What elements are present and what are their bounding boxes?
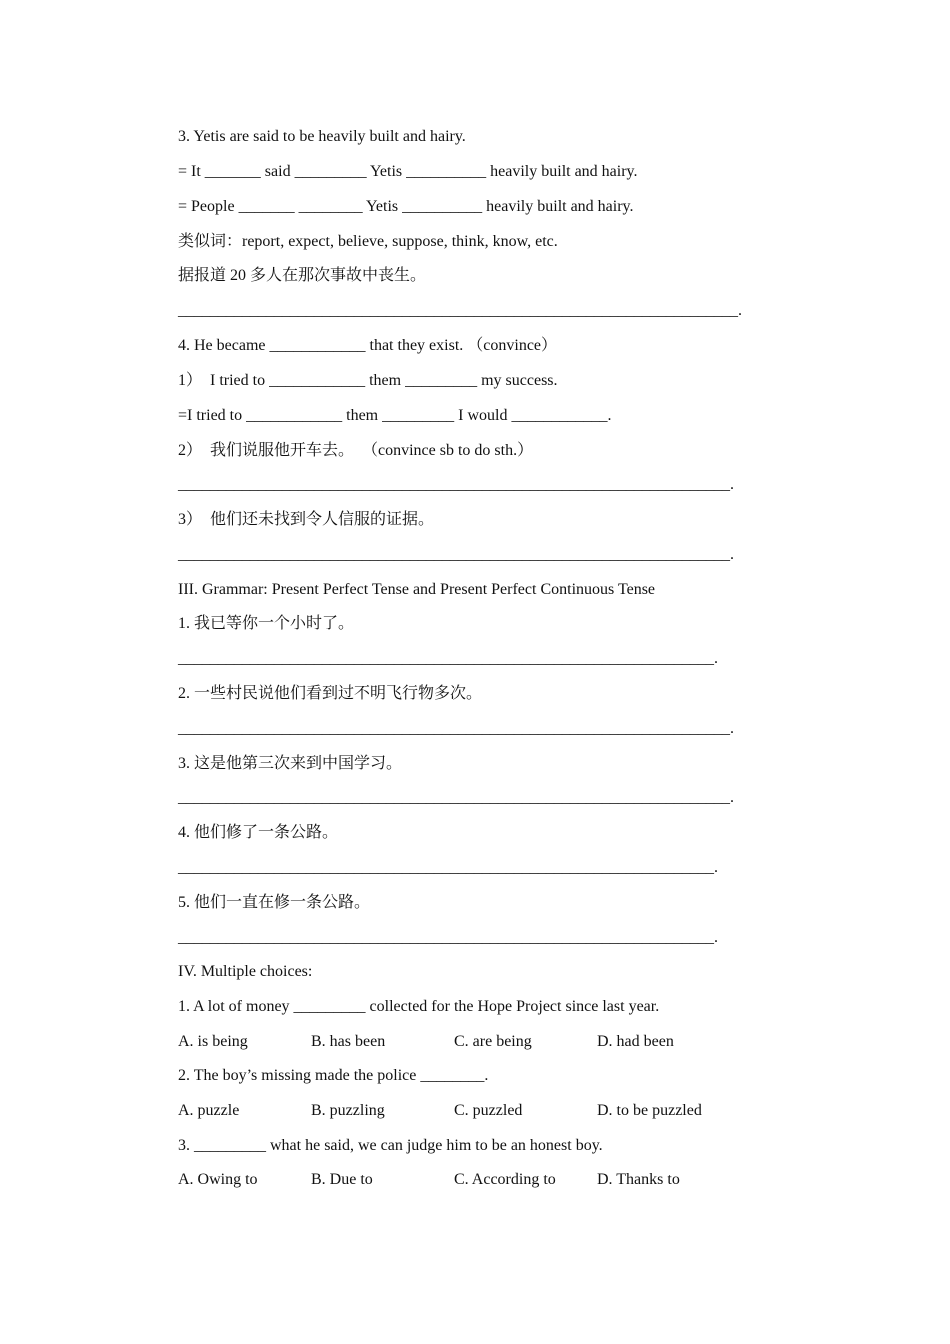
mc-q1-option-a: A. is being xyxy=(178,1033,248,1050)
similar-words-note: 类似词：report, expect, believe, suppose, think, know, etc. xyxy=(178,233,558,250)
answer-line: _____________________________________________________________________. xyxy=(178,789,734,806)
answer-line: _____________________________________________________________________. xyxy=(178,720,734,737)
answer-line: _____________________________________________________________________. xyxy=(178,476,734,493)
grammar-item-4: 4. 他们修了一条公路。 xyxy=(178,824,339,841)
mc-q1-option-c: C. are being xyxy=(454,1033,532,1050)
mc-q2-option-a: A. puzzle xyxy=(178,1102,240,1119)
mc-question-2: 2. The boy’s missing made the police ________. xyxy=(178,1067,489,1084)
section-iii-heading: III. Grammar: Present Perfect Tense and Present Perfect Continuous Tense xyxy=(178,581,656,598)
answer-line: _____________________________________________________________________. xyxy=(178,546,734,563)
grammar-item-5: 5. 他们一直在修一条公路。 xyxy=(178,894,371,911)
item-4-sub-3: 3） 他们还未找到令人信服的证据。 xyxy=(178,511,435,528)
grammar-item-2: 2. 一些村民说他们看到过不明飞行物多次。 xyxy=(178,685,483,702)
mc-q2-option-b: B. puzzling xyxy=(311,1102,385,1119)
item-4-sub-1-rewrite: =I tried to ____________ them _________ I would ____________. xyxy=(178,407,612,424)
item-3-sentence: 3. Yetis are said to be heavily built and hairy. xyxy=(178,128,466,145)
mc-question-3: 3. _________ what he said, we can judge him to be an honest boy. xyxy=(178,1137,603,1154)
answer-line: ___________________________________________________________________. xyxy=(178,929,718,946)
grammar-item-1: 1. 我已等你一个小时了。 xyxy=(178,615,355,632)
mc-q3-option-a: A. Owing to xyxy=(178,1171,258,1188)
answer-line: ___________________________________________________________________. xyxy=(178,859,718,876)
mc-q3-option-b: B. Due to xyxy=(311,1171,373,1188)
mc-q3-option-c: C. According to xyxy=(454,1171,556,1188)
section-iv-heading: IV. Multiple choices: xyxy=(178,963,313,980)
mc-q1-option-d: D. had been xyxy=(597,1033,674,1050)
answer-line: ______________________________________________________________________. xyxy=(178,302,742,319)
item-4-sentence: 4. He became ____________ that they exist. （convince） xyxy=(178,337,558,354)
mc-q2-option-c: C. puzzled xyxy=(454,1102,523,1119)
mc-question-1: 1. A lot of money _________ collected for the Hope Project since last year. xyxy=(178,998,660,1015)
item-3-rewrite-it: = It _______ said _________ Yetis __________ heavily built and hairy. xyxy=(178,163,638,180)
mc-q1-option-b: B. has been xyxy=(311,1033,386,1050)
item-3-rewrite-people: = People _______ ________ Yetis __________ heavily built and hairy. xyxy=(178,198,634,215)
mc-q2-option-d: D. to be puzzled xyxy=(597,1102,702,1119)
item-4-sub-1: 1） I tried to ____________ them _________ my success. xyxy=(178,372,558,389)
answer-line: ___________________________________________________________________. xyxy=(178,650,718,667)
mc-q3-option-d: D. Thanks to xyxy=(597,1171,680,1188)
translation-prompt: 据报道 20 多人在那次事故中丧生。 xyxy=(178,267,427,284)
grammar-item-3: 3. 这是他第三次来到中国学习。 xyxy=(178,755,403,772)
item-4-sub-2: 2） 我们说服他开车去。 （convince sb to do sth.） xyxy=(178,442,534,459)
